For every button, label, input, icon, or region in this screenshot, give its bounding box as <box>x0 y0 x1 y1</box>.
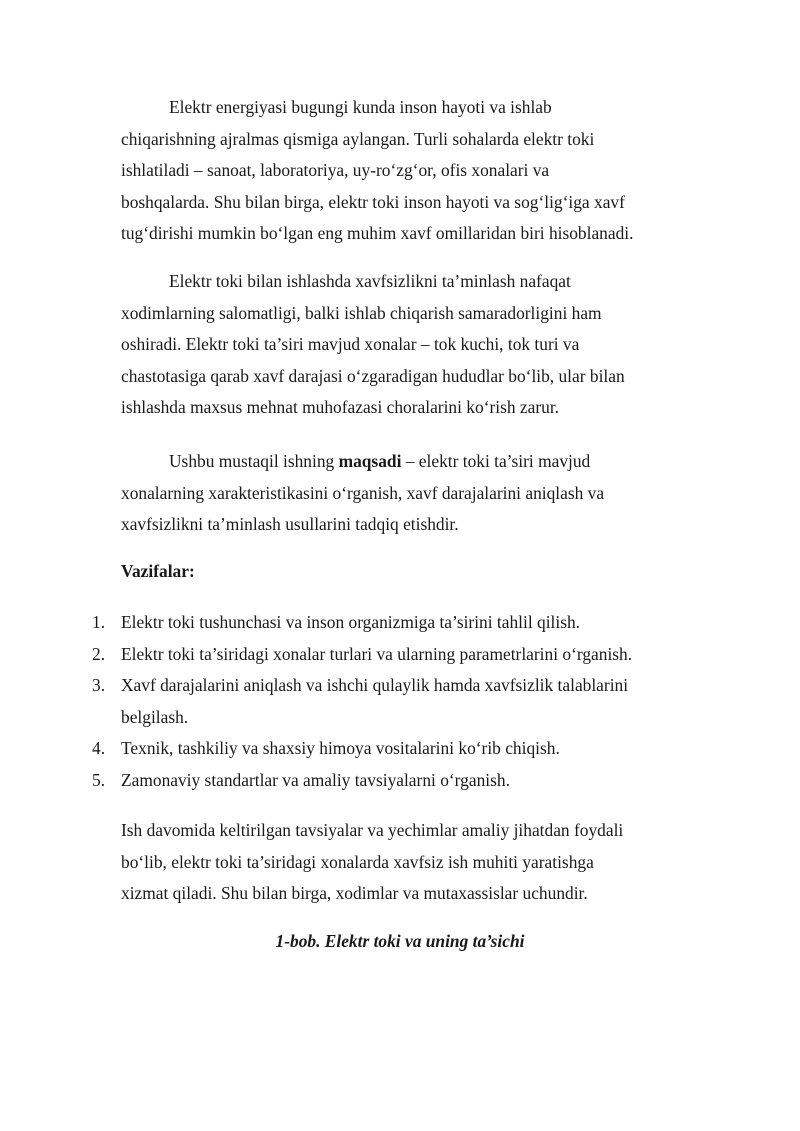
paragraph-line <box>121 266 681 298</box>
list-item-number: 4. <box>92 738 106 758</box>
intro-paragraph <box>121 92 681 250</box>
goal-keyword: maqsadi <box>338 451 402 471</box>
paragraph-line-text: Elektr energiyasi bugungi kunda inson hayoti va ishlab <box>169 97 552 117</box>
goal-paragraph <box>121 446 681 541</box>
paragraph-line-text: Elektr toki bilan ishlashda xavfsizlikni ta’minlash nafaqat <box>169 271 571 291</box>
list-item-text: Xavf darajalarini aniqlash va ishchi qulaylik hamda xavfsizlik talablarini <box>121 675 629 695</box>
list-item-text: Texnik, tashkiliy va shaxsiy himoya vositalarini ko‘rib chiqish. <box>121 738 560 758</box>
paragraph-line: xizmat qiladi. Shu bilan birga, xodimlar va mutaxassislar uchundir. <box>121 883 588 903</box>
list-item <box>0 765 800 797</box>
paragraph-line <box>121 446 681 478</box>
list-item-number: 3. <box>92 675 106 695</box>
paragraph-line: bo‘lib, elektr toki ta’siridagi xonalarda xavfsiz ish muhiti yaratishga <box>121 851 594 872</box>
tasks-list <box>0 607 800 796</box>
list-item <box>0 607 800 639</box>
paragraph-line: xavfsizlikni ta’minlash usullarini tadqiq etishdir. <box>121 514 459 534</box>
list-item-number: 2. <box>92 643 106 664</box>
conclusion-paragraph <box>121 815 681 910</box>
paragraph-line: chastotasiga qarab xavf darajasi o‘zgaradigan hududlar bo‘lib, ular bilan <box>121 365 625 386</box>
paragraph-line: Ish davomida keltirilgan tavsiyalar va yechimlar amaliy jihatdan foydali <box>121 820 624 840</box>
list-item-text: Elektr toki tushunchasi va inson organizmiga ta’sirini tahlil qilish. <box>121 612 581 632</box>
paragraph-line: ishlashda maxsus mehnat muhofazasi choralarini ko‘rish zarur. <box>121 397 560 417</box>
chapter-title: 1-bob. Elektr toki va uning ta’sichi <box>275 931 525 951</box>
list-item-text: Elektr toki ta’siridagi xonalar turlari va ularning parametrlarini o‘rganish. <box>121 643 633 664</box>
safety-paragraph <box>121 266 681 424</box>
paragraph-line: oshiradi. Elektr toki ta’siri mavjud xonalar – tok kuchi, tok turi va <box>121 334 580 354</box>
list-item-number: 1. <box>92 612 106 632</box>
list-item-number: 5. <box>92 769 106 790</box>
paragraph-line: tug‘dirishi mumkin bo‘lgan eng muhim xavf omillaridan biri hisoblanadi. <box>121 223 634 243</box>
list-item-text-continued: belgilash. <box>121 706 189 727</box>
tasks-heading: Vazifalar: <box>121 561 195 581</box>
list-item-text: Zamonaviy standartlar va amaliy tavsiyalarni o‘rganish. <box>121 769 510 790</box>
paragraph-line: boshqalarda. Shu bilan birga, elektr toki inson hayoti va sog‘lig‘iga xavf <box>121 191 625 212</box>
paragraph-line: xonalarning xarakteristikasini o‘rganish, xavf darajalarini aniqlash va <box>121 482 605 503</box>
paragraph-line-text: Ushbu mustaqil ishning <box>169 451 339 471</box>
paragraph-line: xodimlarning salomatligi, balki ishlab chiqarish samaradorligini ham <box>121 302 602 323</box>
paragraph-line: chiqarishning ajralmas qismiga aylangan. Turli sohalarda elektr toki <box>121 128 595 149</box>
list-item <box>0 670 800 733</box>
paragraph-line: ishlatiladi – sanoat, laboratoriya, uy-ro‘zg‘or, ofis xonalari va <box>121 160 550 180</box>
list-item <box>0 733 800 765</box>
paragraph-line <box>121 92 681 124</box>
list-item <box>0 639 800 671</box>
paragraph-line-text: – elektr toki ta’siri mavjud <box>401 451 591 471</box>
